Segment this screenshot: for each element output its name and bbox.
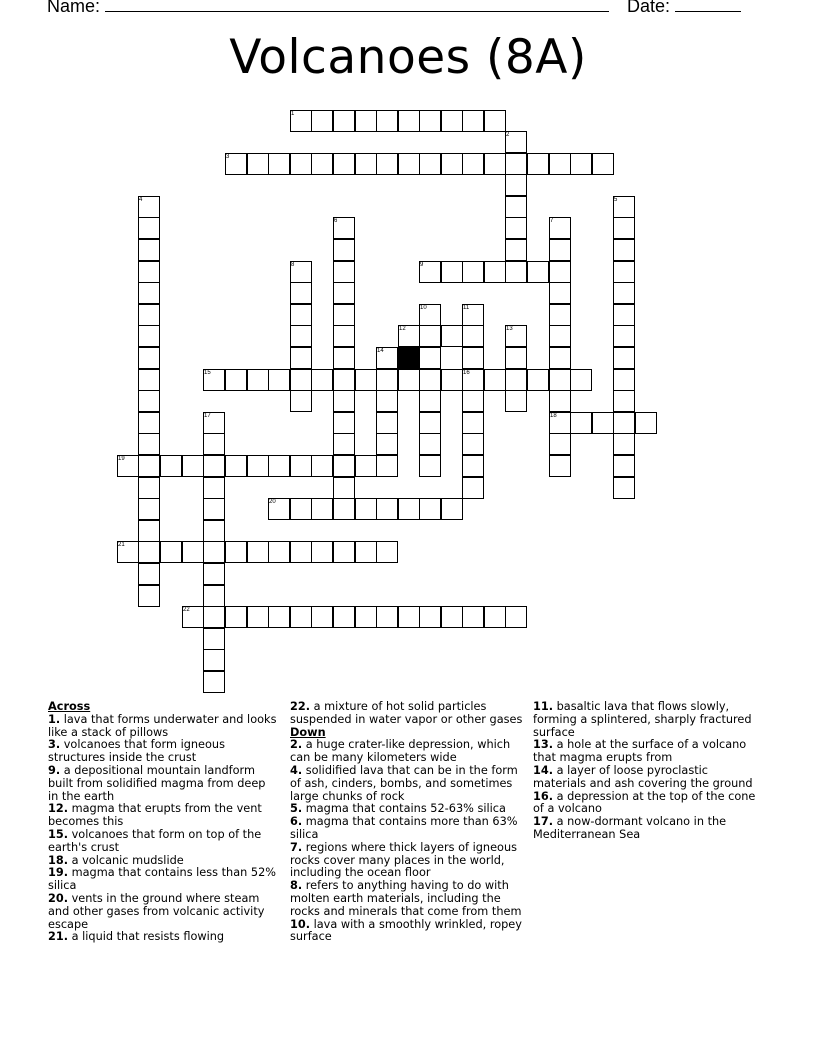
- grid-cell[interactable]: [311, 455, 333, 477]
- grid-cell[interactable]: [203, 563, 225, 585]
- clue-item-number: 8.: [290, 879, 303, 893]
- clue-column-2: [290, 701, 526, 944]
- clue-item-number: 1.: [48, 712, 61, 726]
- clue-item-number: 4.: [290, 763, 303, 777]
- clue-item-text: volcanoes that form on top of the earth's crust: [48, 827, 262, 854]
- grid-cell[interactable]: [225, 606, 247, 628]
- clue-item-text: a liquid that resists flowing: [68, 930, 225, 944]
- grid-cell[interactable]: [398, 498, 420, 520]
- grid-cell[interactable]: [549, 347, 571, 369]
- clue-number: 7: [550, 218, 554, 224]
- clue-item-number: 16.: [533, 789, 554, 803]
- grid-cell[interactable]: [376, 110, 398, 132]
- grid-cell[interactable]: [549, 239, 571, 261]
- clue-item-number: 7.: [290, 840, 303, 854]
- grid-cell[interactable]: [203, 606, 225, 628]
- grid-cell[interactable]: [613, 477, 635, 499]
- clue-item-number: 12.: [48, 802, 69, 816]
- clue-item: [290, 765, 526, 803]
- clue-number: 6: [334, 218, 338, 224]
- grid-cell[interactable]: [505, 217, 527, 239]
- clue-item: [48, 739, 278, 765]
- grid-cell[interactable]: [484, 110, 506, 132]
- grid-cell[interactable]: [138, 217, 160, 239]
- grid-cell[interactable]: [203, 649, 225, 671]
- clue-item-text: a depositional mountain landform built from solidified magma from deep in the earth: [48, 763, 266, 803]
- grid-cell[interactable]: [182, 455, 204, 477]
- date-field[interactable]: [627, 0, 741, 17]
- grid-cell[interactable]: [247, 541, 269, 563]
- grid-cell[interactable]: [419, 325, 441, 347]
- grid-cell[interactable]: [419, 369, 441, 391]
- grid-cell[interactable]: [355, 606, 377, 628]
- grid-cell[interactable]: [441, 325, 463, 347]
- clue-item: [533, 791, 763, 817]
- clue-item: [290, 842, 526, 880]
- grid-cell[interactable]: [462, 261, 484, 283]
- clue-column-3: [533, 701, 763, 842]
- grid-cell[interactable]: [484, 261, 506, 283]
- grid-cell[interactable]: [225, 541, 247, 563]
- grid-cell[interactable]: [160, 455, 182, 477]
- clue-item: [48, 765, 278, 803]
- grid-cell[interactable]: [138, 347, 160, 369]
- grid-cell[interactable]: [592, 412, 614, 434]
- clue-number: 9: [420, 262, 424, 268]
- clue-item-text: lava that forms underwater and looks like a stack of pillows: [48, 712, 277, 739]
- grid-cell[interactable]: [333, 477, 355, 499]
- clue-item-text: refers to anything having to do with molten earth materials, including the rocks and minerals that come from them: [290, 879, 522, 918]
- grid-cell[interactable]: [138, 261, 160, 283]
- clue-column-1: [48, 701, 278, 944]
- grid-cell[interactable]: [203, 541, 225, 563]
- clue-number: 16: [463, 370, 470, 376]
- clue-item: [48, 803, 278, 829]
- grid-cell[interactable]: [419, 412, 441, 434]
- name-line[interactable]: [105, 0, 609, 12]
- grid-cell[interactable]: [419, 110, 441, 132]
- grid-cell[interactable]: [138, 563, 160, 585]
- grid-cell[interactable]: [505, 347, 527, 369]
- grid-cell[interactable]: [462, 390, 484, 412]
- grid-cell[interactable]: [247, 455, 269, 477]
- date-line[interactable]: [675, 0, 741, 12]
- grid-cell[interactable]: [549, 325, 571, 347]
- clue-number: 1: [291, 111, 295, 117]
- grid-cell[interactable]: [333, 304, 355, 326]
- clue-item-text: a now-dormant volcano in the Mediterranean Sea: [533, 815, 727, 841]
- grid-cell[interactable]: [613, 217, 635, 239]
- page-title: Volcanoes (8A): [229, 30, 587, 85]
- grid-cell[interactable]: [355, 541, 377, 563]
- grid-cell[interactable]: [333, 110, 355, 132]
- clue-item-number: 13.: [533, 738, 554, 752]
- grid-cell[interactable]: [527, 261, 549, 283]
- grid-cell[interactable]: [333, 369, 355, 391]
- grid-cell[interactable]: [182, 541, 204, 563]
- grid-cell[interactable]: [376, 412, 398, 434]
- grid-cell[interactable]: [268, 606, 290, 628]
- grid-cell[interactable]: [613, 390, 635, 412]
- grid-cell[interactable]: [268, 455, 290, 477]
- grid-cell[interactable]: [225, 369, 247, 391]
- grid-cell[interactable]: [376, 498, 398, 520]
- grid-cell[interactable]: [290, 390, 312, 412]
- grid-cell[interactable]: [419, 347, 441, 369]
- grid-cell[interactable]: [613, 369, 635, 391]
- grid-cell[interactable]: [355, 110, 377, 132]
- grid-cell[interactable]: [333, 325, 355, 347]
- grid-cell[interactable]: [138, 433, 160, 455]
- clue-item-number: 10.: [290, 917, 311, 931]
- clue-item: [48, 931, 278, 944]
- clue-number: 8: [291, 262, 295, 268]
- grid-cell[interactable]: [290, 304, 312, 326]
- grid-cell[interactable]: [462, 110, 484, 132]
- clue-item-text: magma that contains less than 52% silica: [48, 866, 276, 893]
- grid-cell[interactable]: [333, 412, 355, 434]
- clue-item-text: a layer of loose pyroclastic materials and ash covering the ground: [533, 763, 753, 790]
- clue-item-number: 9.: [48, 763, 61, 777]
- grid-cell[interactable]: [398, 369, 420, 391]
- clue-item-text: magma that contains more than 63% silica: [290, 815, 518, 841]
- grid-cell[interactable]: [333, 433, 355, 455]
- clue-number: 19: [118, 456, 125, 462]
- grid-cell[interactable]: [462, 477, 484, 499]
- grid-cell[interactable]: [138, 455, 160, 477]
- grid-cell[interactable]: [441, 110, 463, 132]
- grid-cell[interactable]: [268, 153, 290, 175]
- clue-number: 4: [139, 197, 143, 203]
- grid-cell[interactable]: [635, 412, 657, 434]
- grid-cell[interactable]: [505, 390, 527, 412]
- grid-cell[interactable]: [290, 455, 312, 477]
- clue-item-number: 15.: [48, 827, 69, 841]
- grid-cell[interactable]: [505, 369, 527, 391]
- grid-cell[interactable]: [333, 455, 355, 477]
- grid-cell[interactable]: [549, 455, 571, 477]
- grid-cell[interactable]: [333, 347, 355, 369]
- name-label: Name:: [47, 0, 101, 16]
- clue-number: 13: [506, 326, 513, 332]
- grid-cell[interactable]: [570, 369, 592, 391]
- clue-item-text: lava with a smoothly wrinkled, ropey surface: [290, 917, 522, 944]
- grid-cell[interactable]: [549, 153, 571, 175]
- grid-cell[interactable]: [138, 412, 160, 434]
- grid-cell[interactable]: [549, 390, 571, 412]
- clue-item-text: a hole at the surface of a volcano that magma erupts from: [533, 738, 747, 765]
- clue-number: 2: [506, 132, 510, 138]
- grid-cell[interactable]: [376, 390, 398, 412]
- grid-cell[interactable]: [419, 455, 441, 477]
- clue-item-number: 19.: [48, 866, 69, 880]
- grid-cell[interactable]: [203, 498, 225, 520]
- clue-number: 11: [463, 305, 470, 311]
- grid-cell[interactable]: [505, 153, 527, 175]
- grid-cell[interactable]: [290, 498, 312, 520]
- grid-cell[interactable]: [527, 369, 549, 391]
- down-heading: Down: [290, 725, 326, 739]
- clue-number: 3: [226, 154, 230, 160]
- grid-cell[interactable]: [203, 520, 225, 542]
- grid-cell[interactable]: [247, 606, 269, 628]
- clue-number: 12: [399, 326, 406, 332]
- grid-cell[interactable]: [311, 369, 333, 391]
- grid-cell[interactable]: [290, 347, 312, 369]
- grid-cell[interactable]: [290, 325, 312, 347]
- grid-cell[interactable]: [311, 606, 333, 628]
- grid-cell[interactable]: [592, 153, 614, 175]
- grid-cell[interactable]: [376, 606, 398, 628]
- grid-cell[interactable]: [311, 541, 333, 563]
- clue-item: [48, 893, 278, 931]
- grid-cell[interactable]: [505, 606, 527, 628]
- date-label: Date:: [627, 0, 671, 16]
- grid-cell[interactable]: [441, 153, 463, 175]
- grid-cell[interactable]: [376, 153, 398, 175]
- grid-cell[interactable]: [613, 412, 635, 434]
- grid-cell[interactable]: [419, 433, 441, 455]
- clue-item-text: basaltic lava that flows slowly, forming a splintered, sharply fractured surface: [533, 700, 752, 739]
- grid-cell[interactable]: [268, 369, 290, 391]
- grid-cell[interactable]: [138, 498, 160, 520]
- grid-cell[interactable]: [203, 628, 225, 650]
- grid-cell[interactable]: [311, 110, 333, 132]
- clue-item-number: 11.: [533, 700, 554, 713]
- grid-cell[interactable]: [333, 606, 355, 628]
- clue-number: 21: [118, 542, 125, 548]
- clue-item-text: magma that erupts from the vent becomes this: [48, 802, 262, 829]
- clue-number: 20: [269, 499, 276, 505]
- clue-item-number: 6.: [290, 815, 303, 829]
- grid-cell[interactable]: [138, 304, 160, 326]
- grid-cell[interactable]: [613, 304, 635, 326]
- grid-cell[interactable]: [333, 390, 355, 412]
- clue-item: [48, 714, 278, 740]
- clue-item: [533, 765, 763, 791]
- clue-number: 17: [204, 413, 211, 419]
- grid-cell[interactable]: [613, 261, 635, 283]
- grid-cell[interactable]: [333, 541, 355, 563]
- grid-cell[interactable]: [290, 282, 312, 304]
- grid-cell[interactable]: [138, 585, 160, 607]
- grid-cell[interactable]: [203, 671, 225, 693]
- clue-item: [290, 701, 526, 727]
- grid-cell[interactable]: [376, 433, 398, 455]
- clue-item: [290, 816, 526, 842]
- clue-number: 18: [550, 413, 557, 419]
- grid-cell[interactable]: [613, 325, 635, 347]
- grid-cell[interactable]: [419, 606, 441, 628]
- grid-cell[interactable]: [613, 282, 635, 304]
- clue-item-text: a mixture of hot solid particles suspended in water vapor or other gases: [290, 700, 523, 726]
- grid-cell[interactable]: [549, 304, 571, 326]
- grid-cell[interactable]: [613, 433, 635, 455]
- grid-cell[interactable]: [441, 606, 463, 628]
- clue-item-number: 3.: [48, 738, 61, 752]
- across-heading: Across: [48, 700, 91, 713]
- clue-item: [290, 919, 526, 945]
- grid-cell[interactable]: [311, 498, 333, 520]
- clue-number: 14: [377, 348, 384, 354]
- grid-cell[interactable]: [138, 369, 160, 391]
- clue-item-number: 5.: [290, 802, 303, 816]
- grid-cell[interactable]: [505, 196, 527, 218]
- clue-item: [533, 701, 763, 739]
- grid-cell[interactable]: [376, 455, 398, 477]
- grid-cell[interactable]: [505, 174, 527, 196]
- clue-item-text: solidified lava that can be in the form of ash, cinders, bombs, and sometimes large chunks of rock: [290, 763, 518, 803]
- clue-number: 5: [614, 197, 618, 203]
- grid-cell[interactable]: [462, 153, 484, 175]
- grid-cell[interactable]: [505, 261, 527, 283]
- grid-cell[interactable]: [290, 153, 312, 175]
- clue-item: [533, 816, 763, 842]
- grid-cell[interactable]: [570, 412, 592, 434]
- grid-cell[interactable]: [225, 455, 247, 477]
- clue-number: 10: [420, 305, 427, 311]
- grid-cell[interactable]: [247, 369, 269, 391]
- clue-number: 22: [183, 607, 190, 613]
- grid-cell[interactable]: [355, 153, 377, 175]
- grid-cell[interactable]: [441, 261, 463, 283]
- grid-cell[interactable]: [203, 477, 225, 499]
- clue-item: [48, 829, 278, 855]
- grid-cell[interactable]: [160, 541, 182, 563]
- grid-cell[interactable]: [268, 541, 290, 563]
- grid-cell[interactable]: [484, 369, 506, 391]
- clue-item-number: 2.: [290, 738, 303, 752]
- grid-cell[interactable]: [138, 325, 160, 347]
- grid-cell[interactable]: [138, 282, 160, 304]
- grid-cell[interactable]: [333, 239, 355, 261]
- clue-item-text: magma that contains 52-63% silica: [302, 802, 506, 816]
- grid-cell[interactable]: [549, 433, 571, 455]
- grid-cell[interactable]: [376, 541, 398, 563]
- clue-item-number: 22.: [290, 700, 311, 713]
- grid-cell[interactable]: [247, 153, 269, 175]
- grid-cell[interactable]: [462, 412, 484, 434]
- grid-cell[interactable]: [333, 282, 355, 304]
- clue-number: 15: [204, 370, 211, 376]
- grid-cell[interactable]: [333, 261, 355, 283]
- grid-cell[interactable]: [549, 282, 571, 304]
- grid-cell[interactable]: [333, 498, 355, 520]
- grid-cell[interactable]: [138, 239, 160, 261]
- grid-cell[interactable]: [355, 498, 377, 520]
- name-field[interactable]: [47, 0, 609, 17]
- grid-cell[interactable]: [398, 153, 420, 175]
- grid-cell[interactable]: [462, 606, 484, 628]
- grid-cell[interactable]: [613, 455, 635, 477]
- grid-cell[interactable]: [462, 455, 484, 477]
- clue-item: [48, 867, 278, 893]
- grid-cell[interactable]: [505, 239, 527, 261]
- grid-cell[interactable]: [527, 153, 549, 175]
- grid-cell[interactable]: [290, 606, 312, 628]
- grid-cell[interactable]: [376, 369, 398, 391]
- grid-cell[interactable]: [290, 369, 312, 391]
- clue-item-text: regions where thick layers of igneous rocks cover many places in the world, including the ocean floor: [290, 840, 517, 880]
- clue-item-number: 18.: [48, 853, 69, 867]
- grid-cell[interactable]: [355, 455, 377, 477]
- grid-cell[interactable]: [203, 433, 225, 455]
- grid-cell[interactable]: [203, 455, 225, 477]
- grid-cell[interactable]: [138, 541, 160, 563]
- clue-item-text: a volcanic mudslide: [68, 853, 184, 867]
- grid-cell[interactable]: [203, 585, 225, 607]
- grid-cell[interactable]: [549, 261, 571, 283]
- grid-cell[interactable]: [613, 239, 635, 261]
- grid-cell[interactable]: [398, 110, 420, 132]
- clue-item-number: 20.: [48, 891, 69, 905]
- grid-cell[interactable]: [462, 433, 484, 455]
- grid-cell[interactable]: [549, 369, 571, 391]
- grid-cell[interactable]: [138, 477, 160, 499]
- grid-cell[interactable]: [570, 153, 592, 175]
- grid-block: [398, 347, 420, 369]
- grid-cell[interactable]: [419, 153, 441, 175]
- grid-cell[interactable]: [484, 153, 506, 175]
- grid-cell[interactable]: [138, 390, 160, 412]
- grid-cell[interactable]: [441, 369, 463, 391]
- grid-cell[interactable]: [355, 369, 377, 391]
- grid-cell[interactable]: [138, 520, 160, 542]
- clue-item: [533, 739, 763, 765]
- grid-cell[interactable]: [419, 498, 441, 520]
- grid-cell[interactable]: [484, 606, 506, 628]
- clue-item: [290, 880, 526, 918]
- grid-cell[interactable]: [333, 153, 355, 175]
- grid-cell[interactable]: [441, 498, 463, 520]
- clue-item-text: a depression at the top of the cone of a volcano: [533, 789, 756, 816]
- clue-item: [290, 739, 526, 765]
- grid-cell[interactable]: [398, 606, 420, 628]
- grid-cell[interactable]: [462, 347, 484, 369]
- clue-item-text: vents in the ground where steam and other gases from volcanic activity escape: [48, 891, 265, 931]
- clue-item-number: 17.: [533, 815, 554, 829]
- grid-cell[interactable]: [462, 325, 484, 347]
- grid-cell[interactable]: [613, 347, 635, 369]
- clue-item-number: 14.: [533, 763, 554, 777]
- clue-item-text: volcanoes that form igneous structures inside the crust: [48, 738, 225, 765]
- clue-item-number: 21.: [48, 930, 69, 944]
- grid-cell[interactable]: [311, 153, 333, 175]
- grid-cell[interactable]: [419, 390, 441, 412]
- clue-item-text: a huge crater-like depression, which can be many kilometers wide: [290, 738, 511, 765]
- grid-cell[interactable]: [290, 541, 312, 563]
